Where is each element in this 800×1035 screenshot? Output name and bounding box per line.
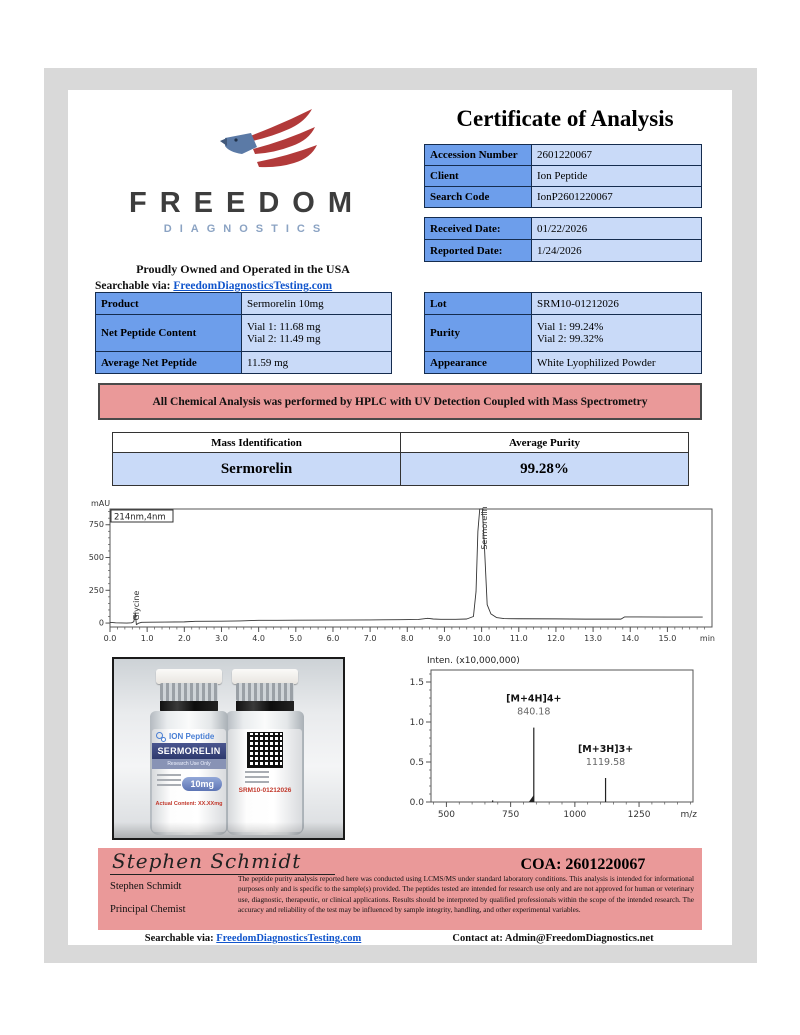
hplc-chromatogram <box>88 497 716 649</box>
info-table <box>424 292 702 374</box>
accession-table <box>424 144 702 208</box>
vial-micro-text <box>157 774 181 789</box>
svg-text:1250: 1250 <box>627 810 651 820</box>
coa-number: COA: 2601220067 <box>520 856 646 873</box>
table-row <box>113 453 689 486</box>
footer-searchable-label: Searchable via: <box>144 933 214 944</box>
column-header: Average Purity <box>401 433 689 453</box>
row-value: Ion Peptide <box>532 166 702 187</box>
row-value: 11.59 mg <box>242 352 392 374</box>
eagle-icon <box>212 108 330 180</box>
row-value: 2601220067 <box>532 145 702 166</box>
svg-text:5.0: 5.0 <box>289 634 303 643</box>
row-label: Average Net Peptide <box>96 352 242 374</box>
svg-text:9.0: 9.0 <box>438 634 451 643</box>
svg-text:2.0: 2.0 <box>177 634 191 643</box>
svg-text:500: 500 <box>437 810 456 820</box>
product-table <box>95 292 392 374</box>
row-value: White Lyophilized Powder <box>532 352 702 374</box>
svg-text:11.0: 11.0 <box>509 634 528 643</box>
table-row <box>425 166 702 187</box>
vial-cap <box>232 669 298 684</box>
front-vial-label <box>152 729 226 832</box>
svg-text:14.0: 14.0 <box>621 634 640 643</box>
svg-text:15.0: 15.0 <box>658 634 677 643</box>
svg-text:0.5: 0.5 <box>409 758 424 768</box>
svg-text:7.0: 7.0 <box>363 634 377 643</box>
svg-text:1.0: 1.0 <box>140 634 154 643</box>
average-purity-value: 99.28% <box>401 453 689 486</box>
svg-text:500: 500 <box>88 553 104 563</box>
document-page <box>68 90 732 945</box>
signature-block <box>98 848 702 930</box>
searchable-link[interactable]: FreedomDiagnosticsTesting.com <box>173 280 333 292</box>
row-value: SRM10-01212026 <box>532 293 702 315</box>
back-vial-label <box>228 729 302 832</box>
row-label: Reported Date: <box>425 240 532 262</box>
dates-table <box>424 217 702 262</box>
vial-body <box>226 711 304 835</box>
footer-contact: Contact at: Admin@FreedomDiagnostics.net <box>452 933 654 944</box>
table-header-row <box>113 433 689 453</box>
svg-text:Inten. (x10,000,000): Inten. (x10,000,000) <box>427 656 520 666</box>
svg-text:0: 0 <box>98 618 104 628</box>
signatory-name: Stephen Schmidt <box>110 881 182 892</box>
svg-text:250: 250 <box>88 585 104 595</box>
svg-text:10.0: 10.0 <box>472 634 491 643</box>
vial-lot-text: SRM10-01212026 <box>238 787 292 794</box>
vial-body <box>150 711 228 835</box>
vial-dose-badge: 10mg <box>182 777 222 791</box>
svg-text:214nm,4nm: 214nm,4nm <box>114 512 166 523</box>
disclaimer-text: The peptide purity analysis reported here was conducted using LCMS/MS under standard laboratory conditions. This analysis is intended for informational purposes only and is specific to the sample(s) provided. The peptides tested are intended for research use only and are not approved for human or veterinary use, diagnostic, therapeutic, or clinical applications. Results should be interpreted by qualified professionals within the scope of the intended research. The accuracy and reliability of the test may be influenced by sample integrity, handling, and other experimental variables. <box>238 874 694 915</box>
vial-research-band: Research Use Only <box>152 759 226 769</box>
column-header: Mass Identification <box>113 433 401 453</box>
svg-text:0.0: 0.0 <box>103 634 117 643</box>
row-label: Client <box>425 166 532 187</box>
back-vial <box>226 669 304 839</box>
vial-crimp <box>236 683 294 701</box>
page-title: Certificate of Analysis <box>456 106 674 131</box>
row-value: 01/22/2026 <box>532 218 702 240</box>
brand-logo <box>98 108 388 235</box>
row-value: IonP2601220067 <box>532 187 702 208</box>
row-label: Accession Number <box>425 145 532 166</box>
row-label: Appearance <box>425 352 532 374</box>
row-label: Net Peptide Content <box>96 315 242 352</box>
svg-text:Glycine: Glycine <box>131 590 141 621</box>
vial-peptide-name: SERMORELIN <box>152 743 226 759</box>
vial-crimp <box>160 683 218 701</box>
footer-searchable-link[interactable]: FreedomDiagnosticsTesting.com <box>216 933 362 944</box>
tagline: Proudly Owned and Operated in the USA <box>136 262 350 276</box>
table-row <box>425 218 702 240</box>
svg-text:840.18: 840.18 <box>517 706 551 718</box>
vial-cap <box>156 669 222 684</box>
row-value: 1/24/2026 <box>532 240 702 262</box>
table-row <box>425 145 702 166</box>
svg-text:min: min <box>699 634 715 643</box>
row-label: Search Code <box>425 187 532 208</box>
ion-peptide-logo: ION Peptide <box>152 729 226 743</box>
row-value: Sermorelin 10mg <box>242 293 392 315</box>
mass-id-value: Sermorelin <box>113 453 401 486</box>
row-value: Vial 1: 11.68 mg Vial 2: 11.49 mg <box>242 315 392 352</box>
table-row <box>425 352 702 374</box>
svg-text:12.0: 12.0 <box>547 634 565 643</box>
front-vial <box>150 669 228 839</box>
footer-searchable-line <box>108 933 398 944</box>
svg-text:4.0: 4.0 <box>252 634 266 643</box>
svg-text:8.0: 8.0 <box>400 634 414 643</box>
row-label: Purity <box>425 315 532 352</box>
row-label: Lot <box>425 293 532 315</box>
table-row <box>96 352 392 374</box>
brand-subtitle: DIAGNOSTICS <box>163 223 329 235</box>
svg-text:0.0: 0.0 <box>409 798 424 808</box>
svg-text:3.0: 3.0 <box>215 634 228 643</box>
svg-text:1000: 1000 <box>563 810 587 820</box>
vial-content-text: Actual Content: XX.XXmg <box>155 801 223 807</box>
signatory-title: Principal Chemist <box>110 904 186 915</box>
mass-spectrum <box>393 652 713 832</box>
row-label: Product <box>96 293 242 315</box>
svg-text:1119.58: 1119.58 <box>585 757 626 768</box>
svg-text:m/z: m/z <box>680 810 697 820</box>
svg-text:1.0: 1.0 <box>409 718 424 728</box>
table-row <box>96 315 392 352</box>
searchable-label: Searchable via: <box>95 280 171 292</box>
signature-script: Stephen Schmidt <box>110 849 335 875</box>
vial-photo <box>112 657 345 840</box>
mass-identification-table <box>112 432 689 486</box>
svg-text:Sermorelin: Sermorelin <box>479 506 489 550</box>
row-value: Vial 1: 99.24% Vial 2: 99.32% <box>532 315 702 352</box>
analysis-banner: All Chemical Analysis was performed by HPLC with UV Detection Coupled with Mass Spectrometry <box>98 383 702 420</box>
svg-text:[M+4H]4+: [M+4H]4+ <box>506 693 562 705</box>
svg-text:6.0: 6.0 <box>326 634 340 643</box>
table-row <box>425 187 702 208</box>
table-row <box>425 293 702 315</box>
table-row <box>425 240 702 262</box>
svg-text:mAU: mAU <box>91 499 111 508</box>
searchable-line <box>95 280 332 292</box>
table-row <box>425 315 702 352</box>
svg-text:13.0: 13.0 <box>584 634 602 643</box>
brand-name: FREEDOM <box>129 187 365 219</box>
svg-text:1.5: 1.5 <box>409 678 424 688</box>
svg-text:[M+3H]3+: [M+3H]3+ <box>577 744 634 755</box>
svg-text:750: 750 <box>502 810 520 820</box>
row-label: Received Date: <box>425 218 532 240</box>
qr-code-icon <box>247 732 283 768</box>
svg-text:750: 750 <box>88 520 104 530</box>
table-row <box>96 293 392 315</box>
